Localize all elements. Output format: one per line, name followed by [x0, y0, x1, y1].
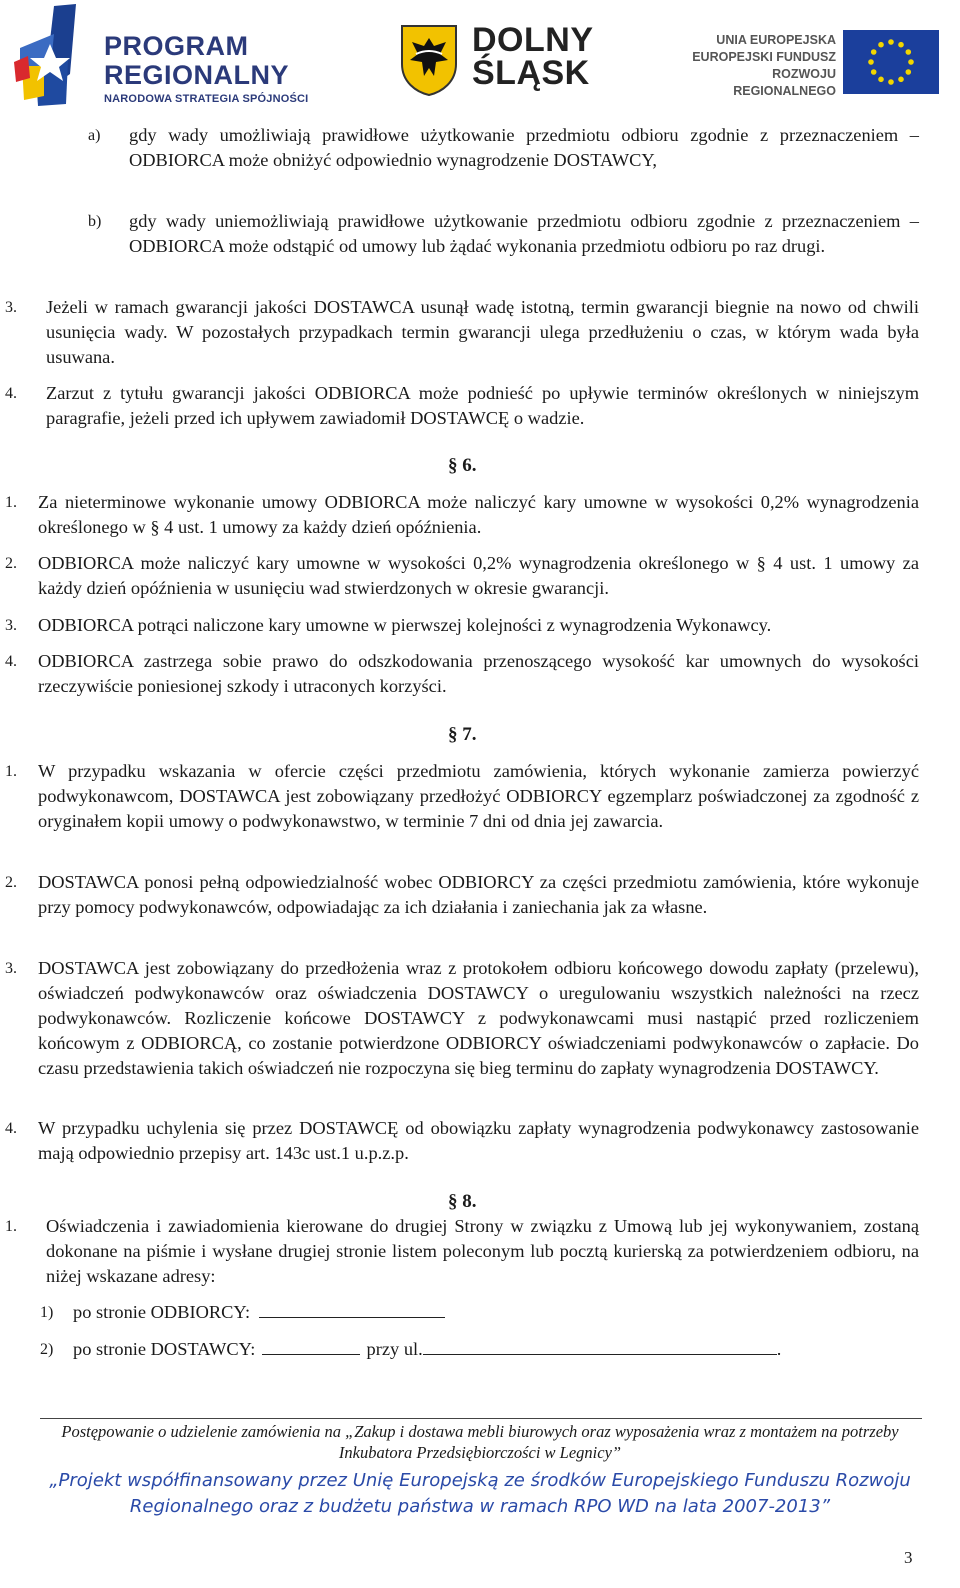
section-8-heading: § 8. — [448, 1191, 477, 1212]
para7-1-text — [38, 759, 919, 834]
para5-4-text — [46, 381, 919, 431]
para6-4-text-content: ODBIORCA zastrzega sobie prawo do odszkodowania przenoszącego wysokość kar umownych do wysokości rzeczywiście poniesionej szkody i utraconych korzyści. — [38, 651, 919, 696]
footer-proj-line-2: Regionalnego oraz z budżetu państwa w ramach RPO WD na lata 2007-2013” — [129, 1496, 831, 1517]
street-blank — [423, 1337, 777, 1355]
ue-line2: EUROPEJSKI FUNDUSZ — [692, 50, 836, 64]
dolny-line: DOLNY — [472, 21, 594, 59]
eagle-shield-icon — [400, 24, 458, 96]
footer-line-2: Inkubatora Przedsiębiorczości w Legnicy” — [338, 1443, 622, 1462]
dolny-slask-logo — [400, 20, 610, 100]
para7-4-number: 4. — [5, 1120, 17, 1137]
para6-2-number: 2. — [5, 555, 17, 572]
footer-cofinancing-note — [0, 1468, 960, 1520]
dostawca-label: po stronie DOSTAWCY: — [73, 1339, 256, 1359]
eu-flag-icon — [843, 30, 939, 94]
regionalny-line: REGIONALNY — [104, 60, 290, 90]
para6-3-text-content: ODBIORCA potrąci naliczone kary umowne w pierwszej kolejności z wynagrodzenia Wykonawcy. — [38, 615, 772, 635]
para5-3-text — [46, 295, 919, 370]
dostawca-name-blank — [262, 1337, 360, 1355]
para7-4-text-content: W przypadku uchylenia się przez DOSTAWCĘ od obowiązku zapłaty wynagrodzenia podwykonawcy zastosowanie mają odpowiednio przepisy art. 143c ust.1 u.p.z.p. — [38, 1118, 919, 1163]
program-regionalny-logo — [14, 4, 344, 108]
para5-3-text-content: Jeżeli w ramach gwarancji jakości DOSTAWCA usunął wadę istotną, termin gwarancji biegnie na nowo od chwili usunięcia wady. W pozostałych przypadkach termin gwarancji ulega przedłużeniu o czas, w którym wada była usuwana. — [46, 297, 919, 367]
para7-2-text-content: DOSTAWCA ponosi pełną odpowiedzialność wobec ODBIORCY za części przedmiotu zamówienia, które wykonuje przy pomocy podwykonawców, odpowiadając za ich działania i zaniechania jak za własne. — [38, 872, 919, 917]
para7-3-number: 3. — [5, 960, 17, 977]
ue-line3: ROZWOJU REGIONALNEGO — [733, 67, 836, 98]
item-a-number: a) — [88, 127, 101, 144]
para6-2-text — [38, 551, 919, 601]
para7-3-text-content: DOSTAWCA jest zobowiązany do przedłożenia wraz z protokołem odbioru końcowego dowodu zapłaty (przelewu), oświadczeń podwykonawców oraz oświadczenia DOSTAWCY o uregulowaniu wszystkich należności na rzecz podwykonawców. Rozliczenie końcowe DOSTAWCY z podwykonawcami musi nastąpić przed rozliczeniem końcowym z ODBIORCĄ, co zostanie potwierdzone ODBIORCY oświadczeniami podwykonawców o zapłacie. Do czasu przedstawienia takich oświadczeń nie rozpoczyna się bieg terminu do zapłaty wynagrodzenia DOSTAWCY. — [38, 958, 919, 1078]
para6-1-number: 1. — [5, 494, 17, 511]
slask-line: ŚLĄSK — [472, 54, 590, 92]
para8-1-text — [46, 1214, 919, 1289]
para6-1-text — [38, 490, 919, 540]
footer-divider — [40, 1418, 922, 1419]
program-regionalny-emblem-icon — [14, 4, 104, 108]
para6-4-number: 4. — [5, 653, 17, 670]
para5-3-number: 3. — [5, 299, 17, 316]
para5-4-text-content: Zarzut z tytułu gwarancji jakości ODBIORCA może podnieść po upływie terminów określonych w niniejszym paragrafie, jeżeli przed ich upływem zawiadomił DOSTAWCĘ o wadzie. — [46, 383, 919, 428]
footer-procurement-note — [0, 1421, 960, 1463]
para7-1-text-content: W przypadku wskazania w ofercie części przedmiotu zamówienia, których wykonanie zamierza powierzyć podwykonawcom, DOSTAWCA jest zobowiązany przedłożyć ODBIORCY egzemplarz poświadczonej za zgodność z oryginałem kopii umowy o podwykonawstwo, w terminie 7 dni od dnia jej zawarcia. — [38, 761, 919, 831]
item-a-text — [129, 123, 919, 173]
nss-line: NARODOWA STRATEGIA SPÓJNOŚCI — [104, 93, 309, 105]
para7-1-number: 1. — [5, 763, 17, 780]
odbiorca-address-blank — [259, 1300, 445, 1318]
para7-2-text — [38, 870, 919, 920]
odbiorca-label: po stronie ODBIORCY: — [73, 1302, 251, 1322]
para7-3-text — [38, 956, 919, 1081]
para6-3-text — [38, 613, 919, 638]
para5-4-number: 4. — [5, 385, 17, 402]
para8-1-text-content: Oświadczenia i zawiadomienia kierowane do drugiej Strony w związku z Umową lub jej wykonywaniem, zostaną dokonane na piśmie i wysłane drugiej stronie listem poleconym lub pocztą kurierską za potwierdzeniem odbioru, na niżej wskazane adresy: — [46, 1216, 919, 1286]
page-header — [0, 0, 960, 112]
section-6-heading: § 6. — [448, 455, 477, 476]
section-7-heading: § 7. — [448, 724, 477, 745]
item-a-text-content: gdy wady umożliwiają prawidłowe użytkowanie przedmiotu odbioru zgodnie z przeznaczeniem – ODBIORCA może obniżyć odpowiednio wynagrodzenie DOSTAWCY, — [129, 125, 919, 170]
dostawca-address-line — [73, 1337, 873, 1362]
para7-2-number: 2. — [5, 874, 17, 891]
footer-proj-line-1: „Projekt współfinansowany przez Unię Europejską ze środków Europejskiego Funduszu Rozwoju — [49, 1470, 911, 1491]
odbiorca-address-line — [73, 1300, 573, 1325]
item-b-number: b) — [88, 213, 102, 230]
eu-logo — [668, 30, 948, 96]
para8-1-2-number: 2) — [40, 1341, 54, 1358]
street-label: przy ul. — [366, 1339, 423, 1359]
para6-3-number: 3. — [5, 617, 17, 634]
para6-2-text-content: ODBIORCA może naliczyć kary umowne w wysokości 0,2% wynagrodzenia określonego w § 4 ust. 1 umowy za każdy dzień opóźnienia w usunięciu wad stwierdzonych w okresie gwarancji. — [38, 553, 919, 598]
para8-1-number: 1. — [5, 1218, 17, 1235]
address-end-period: . — [776, 1339, 782, 1359]
item-b-text — [129, 209, 919, 259]
program-line: PROGRAM — [104, 31, 249, 61]
page-number: 3 — [904, 1548, 913, 1567]
ue-line1: UNIA EUROPEJSKA — [716, 33, 836, 47]
footer-line-1: Postępowanie o udzielenie zamówienia na „Zakup i dostawa mebli biurowych oraz wyposażenia wraz z montażem na potrzeby — [61, 1422, 899, 1441]
para6-4-text — [38, 649, 919, 699]
item-b-text-content: gdy wady uniemożliwiają prawidłowe użytkowanie przedmiotu odbioru zgodnie z przeznaczeniem – ODBIORCA może odstąpić od umowy lub żądać wykonania przedmiotu odbioru po raz drugi. — [129, 211, 919, 256]
para8-1-1-number: 1) — [40, 1304, 54, 1321]
para6-1-text-content: Za nieterminowe wykonanie umowy ODBIORCA może naliczyć kary umowne w wysokości 0,2% wynagrodzenia określonego w § 4 ust. 1 umowy za każdy dzień opóźnienia. — [38, 492, 919, 537]
para7-4-text — [38, 1116, 919, 1166]
